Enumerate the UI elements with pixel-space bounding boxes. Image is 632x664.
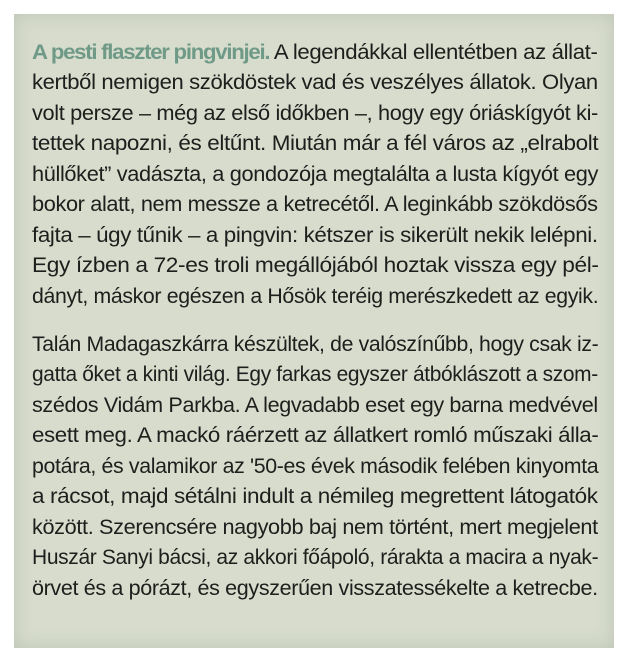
text-line: szédos Vidám Parkba. A legvadabb eset egy barna medvével: [32, 394, 598, 417]
text-line: volt persze – még az első időkben –, hogy egy óriáskígyót ki-: [32, 102, 598, 125]
text-line: gatta őket a kinti világ. Egy farkas egyszer átbóklászott a szom-: [32, 363, 598, 386]
text-line: tettek napozni, és eltűnt. Miután már a fél város az „elrabolt: [32, 132, 599, 155]
text-line: Egy ízben a 72-es troli megállójából hoztak vissza egy pél-: [32, 254, 599, 277]
text-line: között. Szerencsére nagyobb baj nem történt, mert megjelent: [32, 516, 598, 539]
text-line: kertből nemigen szökdöstek vad és veszélyes állatok. Olyan: [32, 71, 598, 94]
text-line: hüllőket” vadászta, a gondozója megtalálta a lusta kígyót egy: [32, 163, 598, 186]
text-line: Huszár Sanyi bácsi, az akkori főápoló, rárakta a macira a nyak-: [32, 546, 599, 569]
text-line: Talán Madagaszkárra készültek, de valószínűbb, hogy csak iz-: [32, 333, 599, 356]
text-line-segment: A legendákkal ellentétben az állat-: [269, 41, 598, 64]
text-line: örvet és a pórázt, és egyszerűen visszatessékelte a ketrecbe.: [32, 577, 598, 600]
headline: A pesti flaszter pingvinjei.: [32, 41, 270, 64]
text-line: potára, és valamikor az '50-es évek második felében kinyomta: [32, 455, 599, 478]
text-line: a rácsot, majd sétálni indult a némileg megrettent látogatók: [32, 485, 598, 508]
text-line: [32, 38, 597, 68]
newspaper-clipping: [14, 14, 614, 648]
text-line: esett meg. A mackó ráérzett az állatkert romló műszaki álla-: [32, 424, 599, 447]
text-line: dányt, máskor egészen a Hősök teréig merészkedett az egyik.: [32, 285, 599, 308]
text-line: bokor alatt, nem messze a ketrecétől. A leginkább szökdösős: [32, 193, 598, 216]
text-line: fajta – úgy tűnik – a pingvin: kétszer is sikerült nekik lelépni.: [32, 224, 598, 247]
